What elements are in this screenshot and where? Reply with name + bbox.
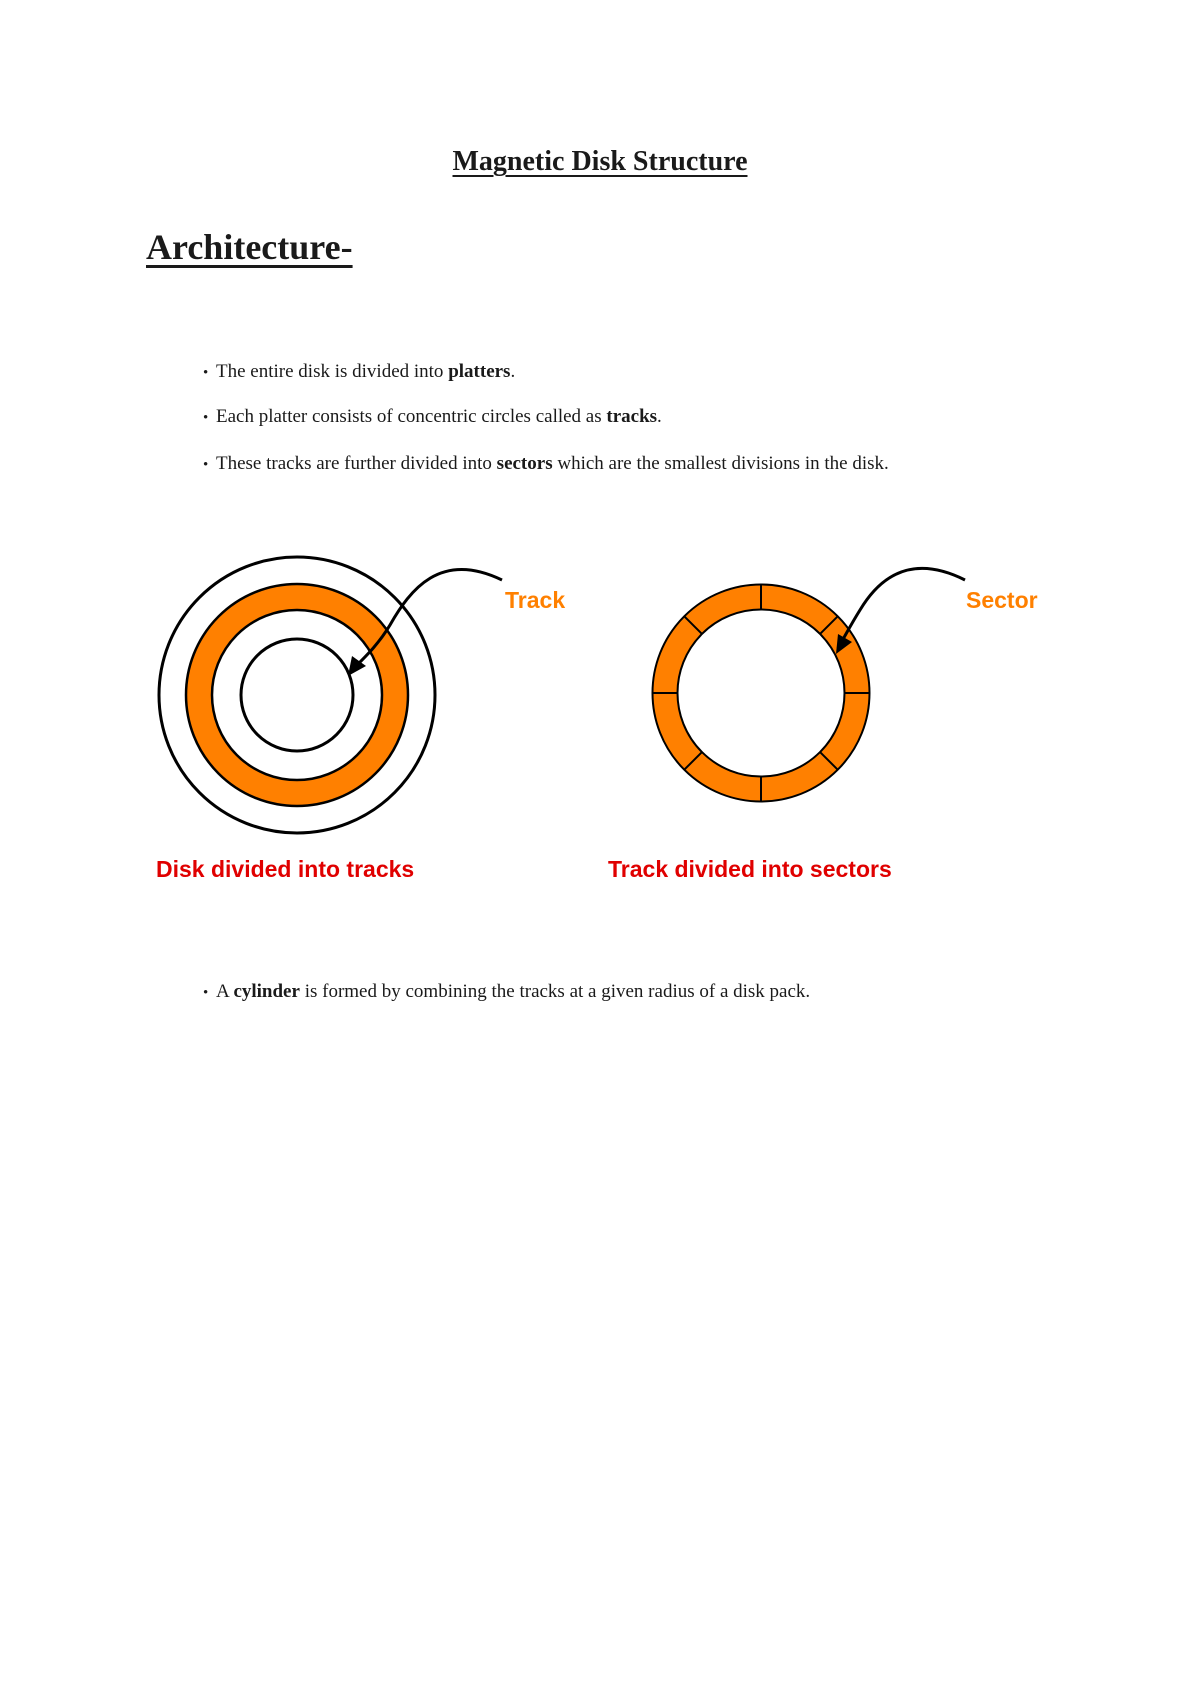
bullet-text: is formed by combining the tracks at a given radius of a disk pack. (299, 981, 811, 1002)
sector-callout-label: Sector (966, 587, 1038, 613)
bullet-dot: • (203, 457, 209, 473)
bullet-text: The entire disk is divided into (216, 361, 449, 382)
bullet-text: Each platter consists of concentric circles called as (216, 406, 607, 427)
bullet-text: . (510, 361, 516, 382)
bullet-text: which are the smallest divisions in the disk. (552, 453, 889, 474)
bullet-dot: • (203, 365, 209, 381)
disk-diagram (0, 540, 1200, 900)
bullet-text: A (216, 981, 234, 1002)
bullet-item (203, 452, 889, 477)
disk-tracks-figure (156, 557, 565, 882)
bullet-dot: • (203, 985, 209, 1001)
bullet-text: These tracks are further divided into (216, 453, 497, 474)
bullet-bold-term: sectors (496, 453, 553, 474)
sector-arrow (838, 568, 965, 648)
bullet-item (203, 360, 515, 385)
section-heading: Architecture- (146, 227, 353, 267)
disk-tracks-caption: Disk divided into tracks (156, 856, 415, 882)
page-title: Magnetic Disk Structure (452, 146, 748, 177)
sector-dividers (653, 585, 870, 802)
bullet-item (203, 405, 662, 430)
bullet-bold-term: cylinder (233, 981, 300, 1002)
track-callout-label: Track (505, 587, 566, 613)
sector-ring-inner-edge (678, 610, 845, 777)
bullet-text: . (657, 406, 662, 427)
bullet-dot: • (203, 410, 209, 426)
bullet-bold-term: tracks (606, 406, 658, 427)
inner-track-circle (241, 639, 353, 751)
track-sectors-caption: Track divided into sectors (608, 856, 892, 882)
bullet-bold-term: platters (448, 361, 511, 382)
track-sectors-figure (608, 568, 1038, 882)
bullet-item (203, 980, 810, 1005)
